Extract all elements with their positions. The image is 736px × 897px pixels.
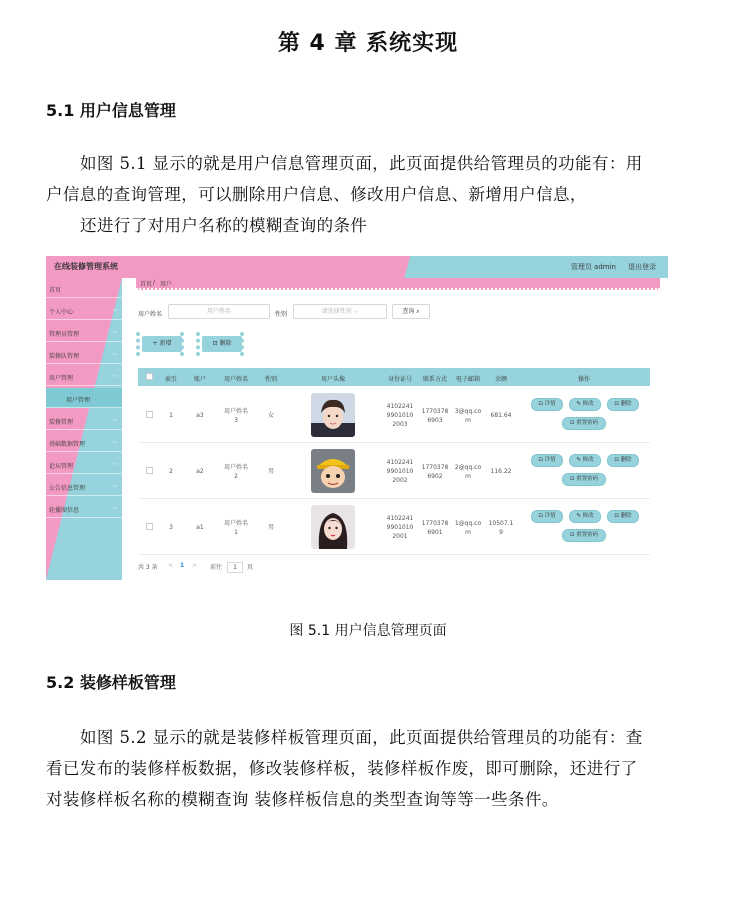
reset-icon: ⊡ bbox=[569, 420, 575, 426]
batch-delete-button[interactable] bbox=[202, 336, 242, 352]
trash-icon: ⊡ bbox=[614, 457, 619, 463]
admin-label: 管理员 admin bbox=[570, 263, 616, 271]
select-all-checkbox[interactable] bbox=[146, 373, 153, 380]
section-heading-5-1: 5.1 用户信息管理 bbox=[46, 101, 176, 120]
search-icon: ⌕ bbox=[416, 308, 420, 315]
section-5-1-paragraph bbox=[46, 148, 670, 241]
detail-icon: ⊡ bbox=[538, 401, 543, 407]
cell-phone: 1770378 6901 bbox=[421, 520, 449, 536]
column-header: 余额 bbox=[494, 376, 508, 383]
sidebar-item-label: 个人中心 bbox=[49, 309, 74, 316]
name-placeholder: 用户姓名 bbox=[206, 308, 231, 315]
sidebar-item-label: 用户管理 bbox=[49, 375, 74, 382]
column-header: 操作 bbox=[577, 376, 591, 383]
trash-icon: ⊡ bbox=[212, 340, 218, 347]
cell-index: 2 bbox=[169, 468, 173, 475]
column-header: 身份证号 bbox=[387, 376, 413, 383]
reset-password-button[interactable]: ⊡ 重置密码 bbox=[562, 529, 606, 542]
cell-account: a1 bbox=[196, 524, 204, 531]
edit-icon: ✎ bbox=[576, 401, 581, 407]
section-5-2-paragraph bbox=[46, 722, 670, 815]
chevron-down-icon: ⌵ bbox=[112, 306, 117, 313]
para-line: 对装修样板名称的模糊查询 装修样板信息的类型查询等等一些条件。 bbox=[46, 790, 559, 809]
add-button[interactable]: + 新增 bbox=[142, 336, 182, 352]
cell-gender: 男 bbox=[267, 468, 275, 475]
detail-button[interactable]: ⊡ 详情 bbox=[531, 398, 563, 411]
trash-icon: ⊡ bbox=[614, 401, 619, 407]
chevron-down-icon: ⌵ bbox=[353, 308, 359, 315]
sidebar-subitem-users[interactable] bbox=[46, 388, 122, 408]
sidebar-item-label: 管理员管理 bbox=[49, 331, 80, 338]
edit-icon: ✎ bbox=[576, 513, 581, 519]
sidebar-item-notices[interactable] bbox=[46, 476, 122, 496]
figure-caption: 图 5.1 用户信息管理页面 bbox=[289, 623, 447, 639]
pager-total: 共 3 条 bbox=[138, 564, 158, 571]
column-header: 电子邮箱 bbox=[455, 376, 481, 383]
column-header: 用户头像 bbox=[320, 376, 346, 383]
search-button-label: 查询 bbox=[402, 308, 415, 315]
para-line: 看已发布的装修样板数据，修改装修样板，装修样板作废，即可删除，还进行了 bbox=[46, 759, 638, 778]
search-button[interactable] bbox=[392, 304, 430, 319]
reset-icon: ⊡ bbox=[569, 476, 575, 482]
delete-button[interactable]: ⊡ 删除 bbox=[607, 510, 639, 523]
sidebar-item-label: 基础数据管理 bbox=[49, 441, 86, 448]
cell-phone: 1770378 6903 bbox=[421, 408, 449, 424]
detail-icon: ⊡ bbox=[538, 457, 543, 463]
cell-name: 用户姓名 3 bbox=[223, 408, 249, 424]
para-line: 户信息的查询管理，可以删除用户信息、修改用户信息、新增用户信息， bbox=[46, 185, 587, 204]
cell-id-card: 4102241 9901010 2003 bbox=[386, 403, 414, 428]
table-row bbox=[138, 499, 650, 555]
gender-label: 性别 bbox=[275, 311, 288, 318]
table-header bbox=[138, 368, 650, 386]
chevron-down-icon: ⌵ bbox=[112, 350, 117, 357]
pager-prev[interactable]: < bbox=[168, 562, 174, 569]
para-line: 还进行了对用户名称的模糊查询的条件 bbox=[80, 216, 368, 235]
table-row bbox=[138, 387, 650, 443]
sidebar-item-label: 轮播图信息 bbox=[49, 507, 80, 514]
pager-current[interactable]: 1 bbox=[180, 562, 185, 569]
pager-goto: 前往 bbox=[210, 564, 223, 571]
cell-index: 3 bbox=[169, 524, 173, 531]
detail-button[interactable]: ⊡ 详情 bbox=[531, 454, 563, 467]
sidebar-item-label: 论坛管理 bbox=[49, 463, 74, 470]
chevron-down-icon: ⌵ bbox=[112, 438, 117, 445]
reset-icon: ⊡ bbox=[569, 532, 575, 538]
avatar-cartoon bbox=[311, 449, 355, 493]
pager-unit: 页 bbox=[247, 564, 254, 571]
cell-email: 1@qq.co m bbox=[454, 520, 482, 536]
sidebar-item-label: 装修管理 bbox=[49, 419, 74, 426]
chevron-down-icon: ⌵ bbox=[112, 328, 117, 335]
reset-password-button[interactable]: ⊡ 重置密码 bbox=[562, 473, 606, 486]
reset-password-button[interactable]: ⊡ 重置密码 bbox=[562, 417, 606, 430]
chevron-down-icon: ⌵ bbox=[112, 372, 117, 379]
breadcrumb-home[interactable]: 首页 bbox=[140, 281, 153, 288]
pager-input[interactable]: 1 bbox=[227, 562, 243, 573]
avatar-boy bbox=[311, 393, 355, 437]
cell-gender: 女 bbox=[267, 412, 275, 419]
cell-name: 用户姓名 2 bbox=[223, 464, 249, 480]
row-checkbox[interactable] bbox=[146, 467, 153, 474]
row-checkbox[interactable] bbox=[146, 523, 153, 530]
sidebar-item-personal[interactable] bbox=[46, 300, 122, 320]
column-header: 性别 bbox=[264, 376, 278, 383]
edit-button[interactable]: ✎ 修改 bbox=[569, 454, 601, 467]
cell-balance: 116.22 bbox=[490, 468, 512, 475]
sidebar-item-label: 装修队管理 bbox=[49, 353, 80, 360]
sidebar-item-forum[interactable] bbox=[46, 454, 122, 474]
avatar-girl bbox=[311, 505, 355, 549]
edit-icon: ✎ bbox=[576, 457, 581, 463]
edit-button[interactable]: ✎ 修改 bbox=[569, 510, 601, 523]
user-avatar bbox=[311, 393, 355, 437]
cell-id-card: 4102241 9901010 2001 bbox=[386, 515, 414, 540]
chevron-down-icon: ⌵ bbox=[112, 460, 117, 467]
para-line: 如图 5.2 显示的就是装修样板管理页面，此页面提供给管理员的功能有：查 bbox=[80, 728, 643, 747]
chapter-title: 第 4 章 系统实现 bbox=[277, 31, 459, 56]
cell-account: a2 bbox=[196, 468, 204, 475]
gender-select[interactable] bbox=[293, 304, 387, 319]
sidebar-item-users[interactable] bbox=[46, 366, 122, 386]
chevron-down-icon: ⌵ bbox=[112, 504, 117, 511]
pager-next[interactable]: > bbox=[192, 562, 198, 569]
para-line: 如图 5.1 显示的就是用户信息管理页面，此页面提供给管理员的功能有：用 bbox=[80, 154, 643, 173]
row-checkbox[interactable] bbox=[146, 411, 153, 418]
figure-screenshot bbox=[46, 256, 668, 580]
breadcrumb-current: 用户 bbox=[160, 281, 173, 288]
sidebar-item-teams[interactable] bbox=[46, 344, 122, 364]
edit-button[interactable]: ✎ 修改 bbox=[569, 398, 601, 411]
cell-name: 用户姓名 1 bbox=[223, 520, 249, 536]
sidebar-item-carousel[interactable] bbox=[46, 498, 122, 518]
sidebar-item-label: 首页 bbox=[49, 287, 62, 294]
sidebar-item-admins[interactable] bbox=[46, 322, 122, 342]
sidebar bbox=[46, 278, 122, 580]
cell-id-card: 4102241 9901010 2002 bbox=[386, 459, 414, 484]
column-header: 索引 bbox=[164, 376, 178, 383]
logout-link[interactable]: 退出登录 bbox=[628, 263, 656, 271]
cell-balance: 10507.1 9 bbox=[488, 520, 514, 536]
section-heading-5-2: 5.2 装修样板管理 bbox=[46, 673, 176, 692]
top-bar bbox=[46, 256, 668, 278]
cell-email: 3@qq.co m bbox=[454, 408, 482, 424]
sidebar-item-label: 公告信息管理 bbox=[49, 485, 86, 492]
delete-button[interactable]: ⊡ 删除 bbox=[607, 398, 639, 411]
column-header: 联系方式 bbox=[422, 376, 448, 383]
cell-account: a3 bbox=[196, 412, 204, 419]
detail-button[interactable]: ⊡ 详情 bbox=[531, 510, 563, 523]
column-header: 账户 bbox=[193, 376, 207, 383]
detail-icon: ⊡ bbox=[538, 513, 543, 519]
sidebar-item-home[interactable] bbox=[46, 278, 122, 298]
sidebar-item-decoration[interactable] bbox=[46, 410, 122, 430]
gender-placeholder: 请选择性别 bbox=[321, 308, 352, 315]
name-label: 用户姓名 bbox=[138, 311, 163, 318]
table-row bbox=[138, 443, 650, 499]
user-avatar bbox=[311, 505, 355, 549]
sidebar-item-basic-data[interactable] bbox=[46, 432, 122, 452]
chevron-down-icon: ⌵ bbox=[112, 482, 117, 489]
breadcrumb-separator: / bbox=[153, 279, 156, 286]
trash-icon: ⊡ bbox=[614, 513, 619, 519]
chevron-down-icon: ⌵ bbox=[112, 416, 117, 423]
cell-index: 1 bbox=[169, 412, 173, 419]
breadcrumb bbox=[136, 278, 660, 290]
sidebar-item-label: 用户管理 bbox=[66, 397, 91, 404]
user-avatar bbox=[311, 449, 355, 493]
column-header: 用户姓名 bbox=[223, 376, 249, 383]
system-name: 在线装修管理系统 bbox=[54, 262, 118, 271]
name-search-input[interactable] bbox=[168, 304, 270, 319]
cell-phone: 1770378 6902 bbox=[421, 464, 449, 480]
batch-delete-label: 删除 bbox=[219, 340, 232, 347]
cell-email: 2@qq.co m bbox=[454, 464, 482, 480]
cell-gender: 男 bbox=[267, 524, 275, 531]
cell-balance: 681.64 bbox=[490, 412, 512, 419]
delete-button[interactable]: ⊡ 删除 bbox=[607, 454, 639, 467]
